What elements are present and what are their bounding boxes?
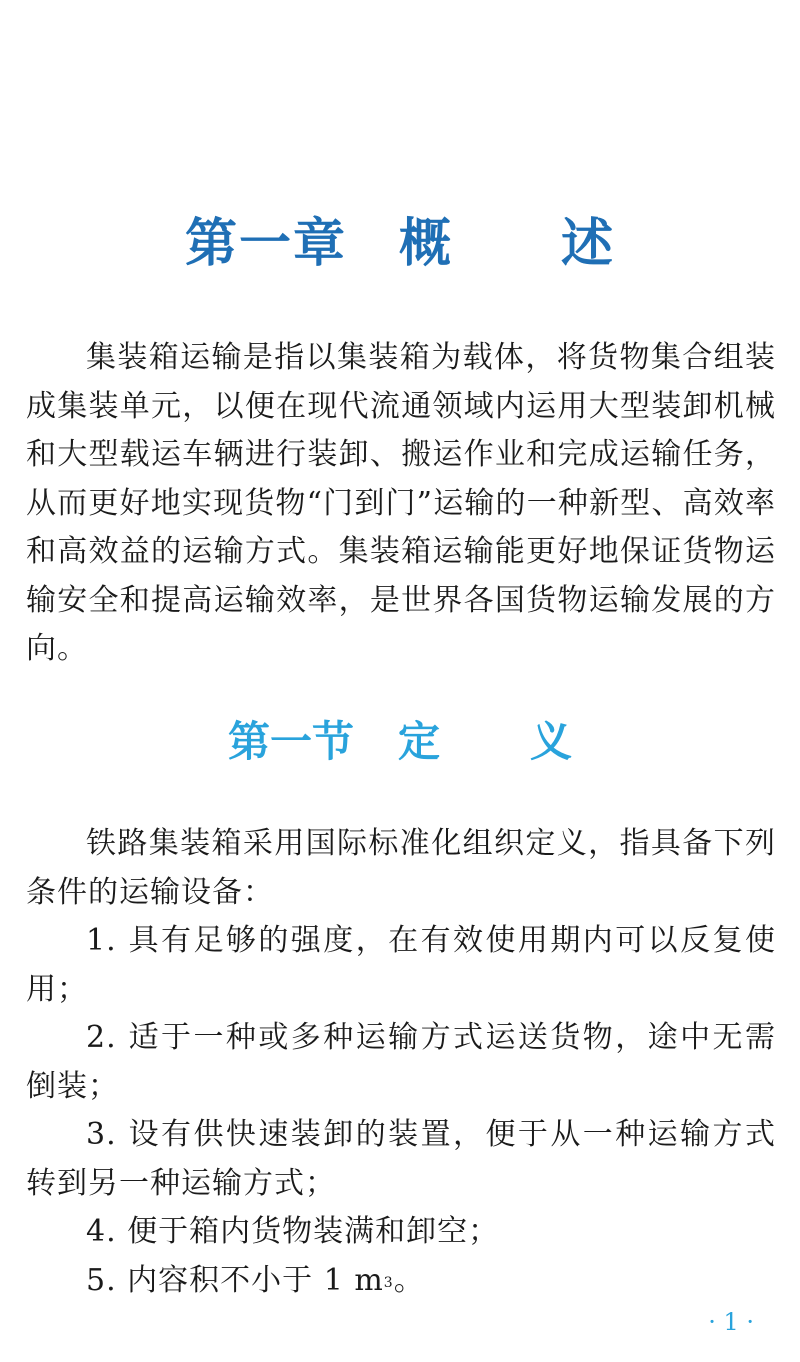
intro-paragraph: 集装箱运输是指以集装箱为载体，将货物集合组装成集装单元，以便在现代流通领域内运用大型装卸机械和大型载运车辆进行装卸、搬运作业和完成运输任务，从而更好地实现货物“门到门”运输的一种新型、高效率和高效益的运输方式。集装箱运输能更好地保证货物运输安全和提高运输效率，是世界各国货物运输发展的方向。 [26,340,776,666]
page-number: · 1 · [708,1308,754,1336]
section-title [0,714,800,770]
list-item: 2. 适于一种或多种运输方式运送货物，途中无需倒装； [26,1020,776,1104]
chapter-title-number: 第一章 [184,214,347,274]
superscript-exponent: 3 [383,1275,394,1291]
chapter-title-word-1: 概 [398,214,453,274]
section-title-word-2: 义 [530,717,573,766]
chapter-title [0,212,800,276]
list-item: 3. 设有供快速装卸的装置，便于从一种运输方式转到另一种运输方式； [26,1117,776,1201]
list-item [26,1257,776,1306]
list-item: 4. 便于箱内货物装满和卸空； [86,1214,500,1249]
section-title-number: 第一节 [227,717,354,766]
list-item-text: 5. 内容积不小于 1 m [86,1263,384,1298]
list-item: 1. 具有足够的强度，在有效使用期内可以反复使用； [26,923,776,1007]
definition-paragraph: 铁路集装箱采用国际标准化组织定义，指具备下列条件的运输设备： [26,826,776,910]
section-title-word-1: 定 [397,717,440,766]
list-item-end-mark: 。 [393,1263,425,1298]
chapter-title-word-2: 述 [561,214,616,274]
